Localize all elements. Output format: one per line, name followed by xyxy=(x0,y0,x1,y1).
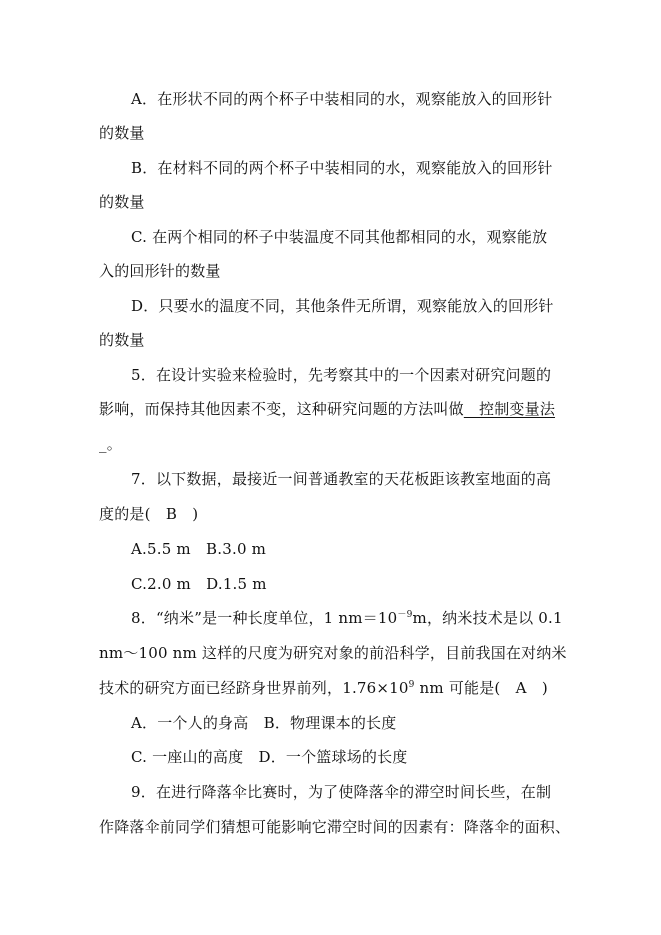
question-5-answer: 控制变量法 xyxy=(463,400,556,418)
question-8-text-b: m，纳米技术是以 0.1 xyxy=(412,609,563,627)
question-8-line-3 xyxy=(99,678,569,698)
question-8-text-a: 8．“纳米”是一种长度单位，1 nm＝10 xyxy=(131,609,398,627)
option-b-line-2: 的数量 xyxy=(99,193,145,211)
question-5-text: 影响，而保持其他因素不变，这种研究问题的方法叫做 xyxy=(99,400,464,418)
question-5-line-2 xyxy=(99,399,569,419)
option-c-line-1: C. 在两个相同的杯子中装温度不同其他都相同的水，观察能放 xyxy=(131,228,548,246)
question-7-line-1: 7．以下数据，最接近一间普通教室的天花板距该教室地面的高 xyxy=(131,470,552,488)
question-8-exponent-b: 9 xyxy=(408,680,415,690)
question-5-line-1: 5．在设计实验来检验时，先考察其中的一个因素对研究问题的 xyxy=(131,366,552,384)
question-9-line-2: 作降落伞前同学们猜想可能影响它滞空时间的因素有：降落伞的面积、 xyxy=(99,818,571,836)
option-a-line-2: 的数量 xyxy=(99,124,145,142)
question-8-text-d: nm 可能是( A ) xyxy=(414,679,548,697)
question-8-line-2: nm～100 nm 这样的尺度为研究对象的前沿科学，目前我国在对纳米 xyxy=(99,644,567,662)
question-7-options-1: A.5.5 m B.3.0 m xyxy=(131,540,267,558)
option-b-line-1: B．在材料不同的两个杯子中装相同的水，观察能放入的回形针 xyxy=(131,159,553,177)
question-7-line-2: 度的是( B ) xyxy=(99,505,199,523)
question-9-line-1: 9．在进行降落伞比赛时，为了使降落伞的滞空时间长些，在制 xyxy=(131,783,552,801)
question-7-options-2: C.2.0 m D.1.5 m xyxy=(131,575,267,593)
option-a-line-1: A．在形状不同的两个杯子中装相同的水，观察能放入的回形针 xyxy=(131,90,553,108)
question-8-exponent-a: －9 xyxy=(397,610,413,620)
question-8-text-c: 技术的研究方面已经跻身世界前列，1.76×10 xyxy=(99,679,409,697)
option-d-line-2: 的数量 xyxy=(99,331,145,349)
question-8-line-1 xyxy=(131,608,601,628)
question-8-options-1: A．一个人的身高 B．物理课本的长度 xyxy=(131,714,397,732)
question-8-options-2: C. 一座山的高度 D．一个篮球场的长度 xyxy=(131,748,408,766)
question-5-line-3: _。 xyxy=(99,435,122,453)
option-c-line-2: 入的回形针的数量 xyxy=(99,262,221,280)
option-d-line-1: D．只要水的温度不同，其他条件无所谓，观察能放入的回形针 xyxy=(131,297,554,315)
